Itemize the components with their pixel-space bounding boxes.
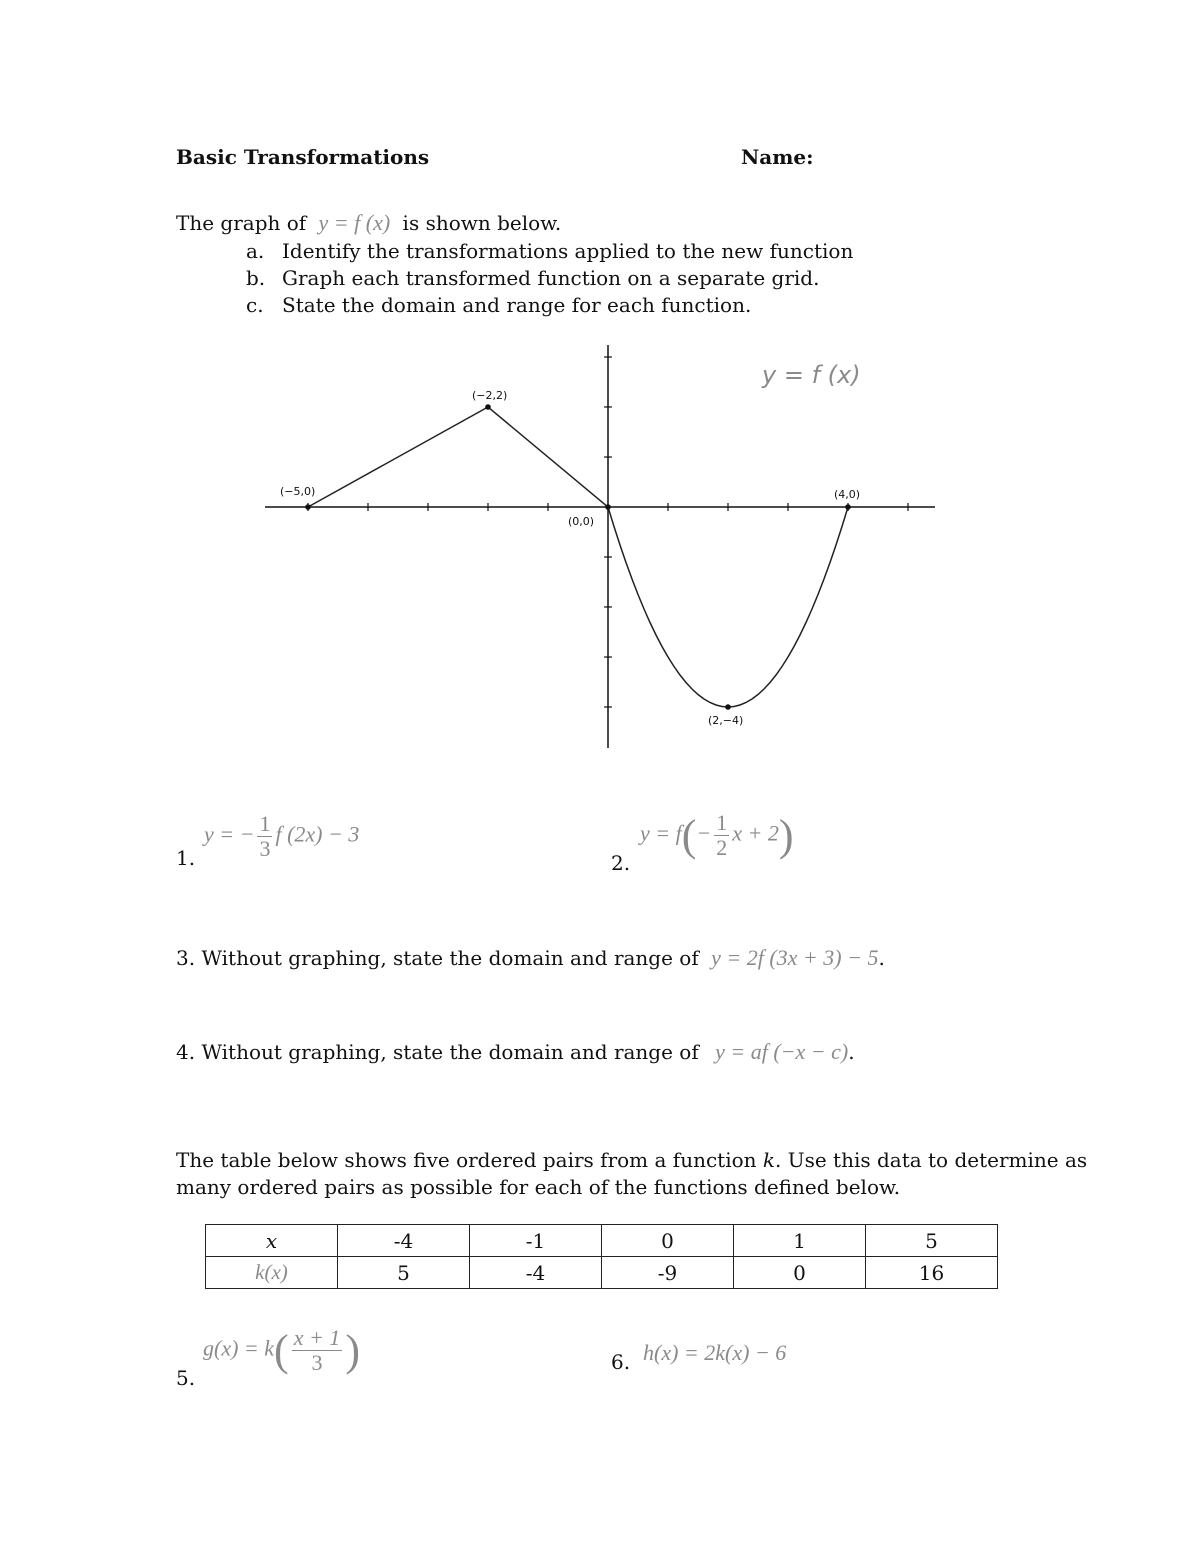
p5-right-paren: ) [345, 1326, 360, 1375]
key-point [305, 504, 311, 510]
problem-4-period: . [848, 1040, 855, 1064]
table-cell: 0 [602, 1225, 734, 1257]
p5-numerator: x + 1 [293, 1325, 341, 1350]
key-point [485, 404, 491, 410]
problem-3-text: 3. Without graphing, state the domain and range of [176, 946, 699, 970]
key-point-label: (2,−4) [708, 714, 744, 727]
table-intro-line-1 [176, 1148, 1087, 1172]
problem-3-period: . [878, 946, 885, 970]
key-point-label: (−2,2) [472, 389, 508, 402]
p1-denominator: 3 [259, 836, 271, 861]
p1-fraction [257, 812, 272, 861]
key-points [280, 389, 860, 727]
p2-denominator: 2 [716, 835, 728, 860]
p1-numerator: 1 [259, 811, 271, 836]
table-cell: -4 [338, 1225, 470, 1257]
problem-5-function [203, 1325, 360, 1376]
table-header-x [206, 1225, 338, 1257]
table-cell: -1 [470, 1225, 602, 1257]
p5-denominator: 3 [311, 1350, 323, 1375]
problem-4 [176, 1039, 855, 1065]
instruction-marker: b. [246, 266, 266, 290]
key-point-label: (4,0) [834, 488, 861, 501]
p1-prefix: y = − [204, 821, 255, 847]
p5-left-paren: ( [274, 1326, 289, 1375]
instruction-b-text: Graph each transformed function on a separate grid. [282, 266, 820, 290]
function-curve [308, 407, 848, 707]
p2-suffix: x + 2 [732, 820, 779, 846]
table-intro-line-2: many ordered pairs as possible for each of the functions defined below. [176, 1175, 901, 1199]
key-point-label: (−5,0) [280, 485, 316, 498]
table-intro-func-name: k [762, 1148, 775, 1172]
problem-2-function [640, 810, 794, 861]
p2-left-paren: ( [681, 811, 697, 860]
problem-2-number: 2. [611, 851, 631, 875]
p2-right-paren: ) [778, 811, 794, 860]
table-cell: 0 [734, 1257, 866, 1289]
instruction-marker: c. [246, 293, 264, 317]
x-header-text: x [265, 1228, 278, 1253]
instruction-marker: a. [246, 239, 265, 263]
worksheet-title: Basic Transformations [176, 145, 430, 169]
p2-numerator: 1 [716, 810, 728, 835]
table-cell: 5 [866, 1225, 998, 1257]
problem-6-function: h(x) = 2k(x) − 6 [643, 1340, 787, 1365]
intro-suffix: is shown below. [402, 211, 562, 235]
p5-fraction [292, 1326, 343, 1375]
problem-1-function [204, 812, 359, 861]
key-point [725, 704, 731, 710]
p2-prefix: y = f [640, 820, 682, 846]
instruction-a-text: Identify the transformations applied to the new function [282, 239, 854, 263]
problem-3-function: y = 2f (3x + 3) − 5 [711, 945, 879, 970]
problem-3 [176, 945, 885, 971]
table-intro-text-rest: . Use this data to determine as [775, 1148, 1088, 1172]
table-row-x [206, 1225, 998, 1257]
table-intro-text: The table below shows five ordered pairs from a function [176, 1148, 757, 1172]
problem-6-number: 6. [611, 1350, 631, 1374]
ordered-pairs-table [205, 1224, 998, 1289]
problem-4-text: 4. Without graphing, state the domain and range of [176, 1040, 699, 1064]
table-header-k [206, 1257, 338, 1289]
name-label: Name: [741, 145, 814, 169]
problem-4-function: y = af (−x − c) [715, 1039, 849, 1064]
table-cell: 1 [734, 1225, 866, 1257]
table-row-k [206, 1257, 998, 1289]
problem-1-number: 1. [176, 846, 196, 870]
table-cell: -9 [602, 1257, 734, 1289]
intro-prefix: The graph of [176, 211, 307, 235]
k-header-text: k(x) [255, 1260, 288, 1284]
intro-function: y = f (x) [318, 210, 391, 235]
p2-fraction [714, 811, 729, 860]
p5-prefix: g(x) = k [203, 1335, 275, 1361]
p2-minus: − [696, 820, 712, 846]
table-cell: 5 [338, 1257, 470, 1289]
table-cell: 16 [866, 1257, 998, 1289]
key-point [605, 504, 611, 510]
key-point [845, 504, 851, 510]
key-point-label: (0,0) [568, 515, 595, 528]
problem-5-number: 5. [176, 1366, 196, 1390]
graph-function-label: y = f (x) [762, 361, 861, 389]
instruction-c-text: State the domain and range for each function. [282, 293, 752, 317]
table-cell: -4 [470, 1257, 602, 1289]
p1-suffix: f (2x) − 3 [275, 821, 360, 847]
